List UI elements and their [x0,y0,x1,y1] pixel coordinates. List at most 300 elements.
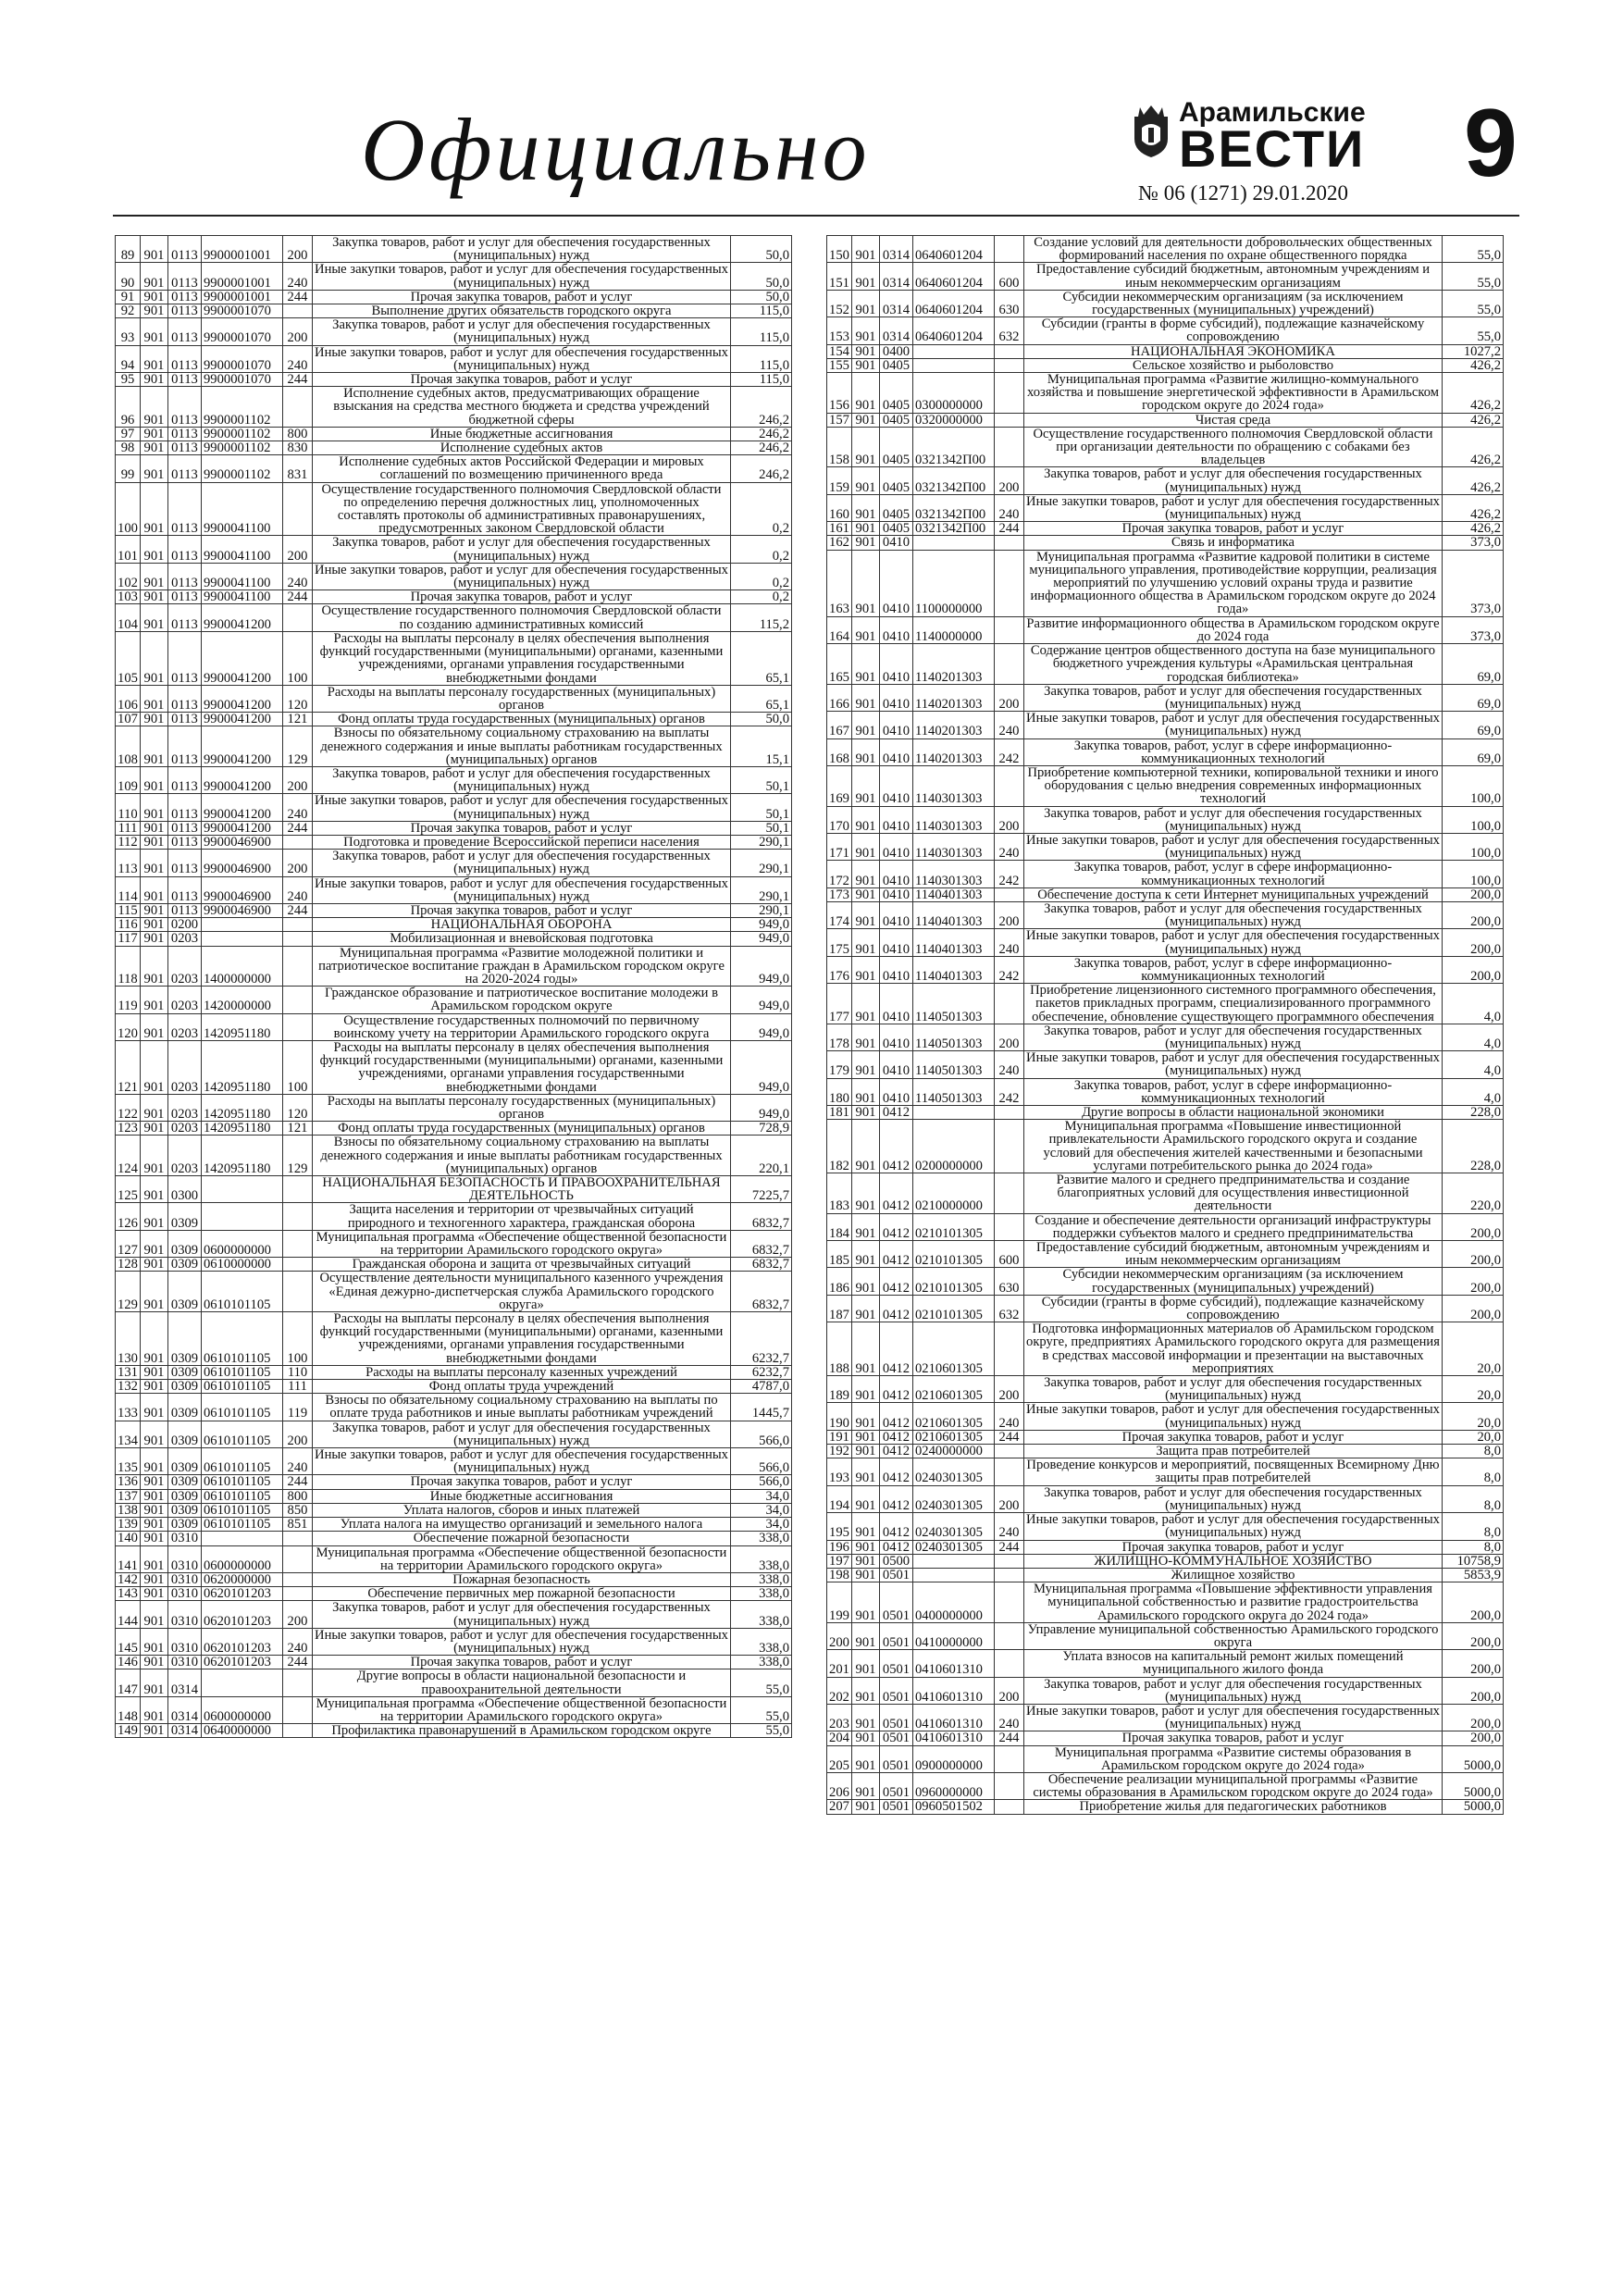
target-article-cell: 9900041200 [202,713,283,726]
newspaper-logo [1131,96,1381,185]
expense-type-cell [995,1173,1024,1214]
expense-type-cell [283,604,313,631]
row-number-cell: 188 [827,1322,852,1376]
amount-cell: 55,0 [1443,263,1504,290]
department-code-cell: 901 [141,1136,168,1176]
expense-type-cell [995,765,1024,806]
amount-cell: 10758,9 [1443,1554,1504,1568]
target-article-cell [913,1568,995,1582]
expense-type-cell: 200 [995,1024,1024,1050]
department-code-cell: 901 [141,835,168,849]
department-code-cell: 901 [141,1601,168,1628]
row-number-cell: 102 [116,563,141,590]
department-code-cell: 901 [852,1445,880,1458]
target-article-cell: 9900041200 [202,794,283,821]
expense-type-cell: 240 [995,929,1024,956]
amount-cell: 566,0 [731,1475,792,1489]
description-cell: Подготовка и проведение Всероссийской переписи населения [313,835,731,849]
amount-cell: 338,0 [731,1545,792,1572]
row-number-cell: 142 [116,1572,141,1586]
coat-of-arms-icon [1131,104,1171,159]
table-row [116,1724,792,1738]
table-row [116,713,792,726]
description-cell: Закупка товаров, работ и услуг для обеспечения государственных (муниципальных) нужд [313,318,731,345]
target-article-cell: 0640601204 [913,263,995,290]
department-code-cell: 901 [141,903,168,917]
section-code-cell: 0405 [880,358,913,372]
department-code-cell: 901 [852,1745,880,1772]
target-article-cell: 1140501303 [913,984,995,1024]
expense-type-cell [283,1272,313,1312]
target-article-cell: 0610101105 [202,1421,283,1447]
description-cell: Уплата налога на имущество организаций и земельного налога [313,1518,731,1532]
target-article-cell: 9900001102 [202,441,283,455]
expense-type-cell [995,413,1024,427]
amount-cell: 949,0 [731,932,792,946]
expense-type-cell [995,536,1024,550]
section-code-cell: 0113 [168,373,202,387]
target-article-cell: 0240301305 [913,1513,995,1540]
amount-cell: 0,2 [731,536,792,563]
table-row [827,1800,1504,1814]
section-code-cell: 0410 [880,712,913,738]
description-cell: Содержание центров общественного доступа на базе муниципального бюджетного учреждения культуры «Арамильская центральная городская библиотека» [1024,644,1443,685]
description-cell: Иные закупки товаров, работ и услуг для обеспечения государственных (муниципальных) нужд [313,1628,731,1655]
section-code-cell: 0501 [880,1800,913,1814]
target-article-cell: 0321342П00 [913,427,995,467]
section-code-cell: 0412 [880,1106,913,1120]
description-cell: Прочая закупка товаров, работ и услуг [1024,522,1443,536]
amount-cell: 426,2 [1443,467,1504,494]
row-number-cell: 196 [827,1540,852,1554]
department-code-cell: 901 [852,1485,880,1512]
table-row [827,861,1504,887]
description-cell: Уплата взносов на капитальный ремонт жилых помещений муниципального жилого фонда [1024,1650,1443,1677]
row-number-cell: 184 [827,1213,852,1240]
description-cell: Закупка товаров, работ и услуг для обеспечения государственных (муниципальных) нужд [1024,1677,1443,1704]
description-cell: Закупка товаров, работ и услуг для обеспечения государственных (муниципальных) нужд [313,766,731,793]
table-row [116,290,792,304]
department-code-cell: 901 [141,1532,168,1545]
amount-cell: 115,0 [731,373,792,387]
row-number-cell: 98 [116,441,141,455]
row-number-cell: 151 [827,263,852,290]
row-number-cell: 191 [827,1430,852,1444]
section-code-cell: 0113 [168,713,202,726]
expense-type-cell [995,344,1024,358]
amount-cell: 200,0 [1443,1704,1504,1731]
section-code-cell: 0412 [880,1120,913,1173]
target-article-cell: 0610101105 [202,1394,283,1421]
department-code-cell: 901 [141,1587,168,1601]
amount-cell: 115,0 [731,345,792,372]
description-cell: Защита населения и территории от чрезвычайных ситуаций природного и техногенного характера, гражданская оборона [313,1203,731,1230]
section-code-cell: 0501 [880,1745,913,1772]
target-article-cell: 1140301303 [913,806,995,833]
amount-cell: 6232,7 [731,1365,792,1379]
table-row [116,1040,792,1094]
amount-cell: 50,1 [731,766,792,793]
section-code-cell: 0501 [880,1677,913,1704]
table-row [116,1545,792,1572]
department-code-cell: 901 [852,984,880,1024]
row-number-cell: 119 [116,987,141,1013]
section-code-cell: 0412 [880,1485,913,1512]
amount-cell: 338,0 [731,1587,792,1601]
department-code-cell: 901 [852,1554,880,1568]
department-code-cell: 901 [141,1394,168,1421]
target-article-cell: 1420000000 [202,987,283,1013]
target-article-cell: 0210000000 [913,1173,995,1214]
description-cell: Уплата налогов, сборов и иных платежей [313,1503,731,1517]
row-number-cell: 91 [116,290,141,304]
target-article-cell: 1140501303 [913,1024,995,1050]
amount-cell: 100,0 [1443,861,1504,887]
table-row [116,1272,792,1312]
description-cell: Другие вопросы в области национальной безопасности и правоохранительной деятельности [313,1669,731,1696]
table-row [116,1230,792,1257]
row-number-cell: 124 [116,1136,141,1176]
row-number-cell: 109 [116,766,141,793]
row-number-cell: 135 [116,1448,141,1475]
table-row [827,467,1504,494]
description-cell: Иные закупки товаров, работ и услуг для обеспечения государственных (муниципальных) нужд [313,1448,731,1475]
section-code-cell: 0113 [168,590,202,604]
row-number-cell: 97 [116,427,141,441]
description-cell: Иные закупки товаров, работ и услуг для обеспечения государственных (муниципальных) нужд [313,345,731,372]
amount-cell: 246,2 [731,441,792,455]
description-cell: Муниципальная программа «Обеспечение общественной безопасности на территории Арамильского городского округа» [313,1545,731,1572]
section-code-cell: 0309 [168,1365,202,1379]
section-code-cell: 0310 [168,1532,202,1545]
target-article-cell [913,1106,995,1120]
description-cell: Прочая закупка товаров, работ и услуг [313,290,731,304]
section-code-cell: 0309 [168,1312,202,1366]
table-row [116,766,792,793]
section-code-cell: 0113 [168,455,202,482]
description-cell: Закупка товаров, работ и услуг для обеспечения государственных (муниципальных) нужд [1024,684,1443,711]
section-code-cell: 0405 [880,413,913,427]
amount-cell: 338,0 [731,1601,792,1628]
expense-type-cell: 110 [283,1365,313,1379]
table-row [116,536,792,563]
row-number-cell: 137 [116,1489,141,1503]
description-cell: Прочая закупка товаров, работ и услуг [313,590,731,604]
target-article-cell: 0600000000 [202,1545,283,1572]
section-code-cell: 0412 [880,1540,913,1554]
department-code-cell: 901 [141,726,168,767]
target-article-cell [202,932,283,946]
department-code-cell: 901 [852,1650,880,1677]
row-number-cell: 153 [827,317,852,344]
expense-type-cell: 240 [283,345,313,372]
expense-type-cell [283,918,313,932]
amount-cell: 20,0 [1443,1376,1504,1403]
target-article-cell: 0210101305 [913,1268,995,1295]
target-article-cell: 0240301305 [913,1458,995,1485]
section-code-cell: 0113 [168,794,202,821]
table-row [116,631,792,685]
row-number-cell: 168 [827,738,852,765]
amount-cell: 50,0 [731,236,792,263]
table-row [827,929,1504,956]
department-code-cell: 901 [852,1173,880,1214]
table-row [827,1568,1504,1582]
description-cell: Субсидии (гранты в форме субсидий), подлежащие казначейскому сопровождению [1024,317,1443,344]
expense-type-cell: 244 [283,290,313,304]
description-cell: Закупка товаров, работ и услуг для обеспечения государственных (муниципальных) нужд [313,1421,731,1447]
target-article-cell: 9900001001 [202,290,283,304]
row-number-cell: 100 [116,482,141,536]
department-code-cell: 901 [141,1365,168,1379]
section-code-cell: 0412 [880,1513,913,1540]
description-cell: Иные закупки товаров, работ и услуг для обеспечения государственных (муниципальных) нужд [1024,1704,1443,1731]
target-article-cell: 0410000000 [913,1622,995,1649]
expense-type-cell: 244 [995,1731,1024,1745]
section-code-cell: 0410 [880,861,913,887]
expense-type-cell: 200 [283,318,313,345]
target-article-cell: 9900001070 [202,373,283,387]
target-article-cell: 9900046900 [202,903,283,917]
department-code-cell: 901 [141,1380,168,1394]
table-row [827,1051,1504,1078]
target-article-cell: 0321342П00 [913,467,995,494]
table-row [827,806,1504,833]
expense-type-cell [283,1696,313,1723]
description-cell: Закупка товаров, работ и услуг для обеспечения государственных (муниципальных) нужд [1024,1376,1443,1403]
department-code-cell: 901 [141,946,168,987]
department-code-cell: 901 [141,1203,168,1230]
table-row [116,794,792,821]
amount-cell: 200,0 [1443,1213,1504,1240]
table-row [827,1677,1504,1704]
expense-type-cell: 632 [995,317,1024,344]
target-article-cell: 9900041100 [202,482,283,536]
section-code-cell: 0203 [168,1013,202,1040]
table-row [827,738,1504,765]
expense-type-cell: 240 [283,794,313,821]
table-row [827,984,1504,1024]
description-cell: Прочая закупка товаров, работ и услуг [313,821,731,835]
table-row [827,1745,1504,1772]
amount-cell: 220,1 [731,1136,792,1176]
amount-cell: 338,0 [731,1656,792,1669]
target-article-cell: 0240301305 [913,1540,995,1554]
row-number-cell: 157 [827,413,852,427]
amount-cell: 115,0 [731,304,792,318]
row-number-cell: 108 [116,726,141,767]
section-code-cell: 0412 [880,1458,913,1485]
target-article-cell: 1140201303 [913,712,995,738]
section-code-cell: 0314 [168,1724,202,1738]
department-code-cell: 901 [141,631,168,685]
target-article-cell: 9900001102 [202,387,283,428]
table-row [827,413,1504,427]
table-row [827,1106,1504,1120]
department-code-cell: 901 [852,1430,880,1444]
row-number-cell: 161 [827,522,852,536]
section-code-cell: 0410 [880,929,913,956]
table-row [827,1295,1504,1322]
amount-cell: 20,0 [1443,1322,1504,1376]
table-row [827,1430,1504,1444]
department-code-cell: 901 [852,1295,880,1322]
target-article-cell: 0640000000 [202,1724,283,1738]
department-code-cell: 901 [852,236,880,263]
department-code-cell: 901 [852,413,880,427]
description-cell: Создание и обеспечение деятельности организаций инфраструктуры поддержки субъектов малого и среднего предпринимательства [1024,1213,1443,1240]
row-number-cell: 182 [827,1120,852,1173]
table-row [116,946,792,987]
department-code-cell: 901 [852,712,880,738]
expense-type-cell: 244 [283,1475,313,1489]
table-row [116,1532,792,1545]
issue-number-date: № 06 (1271) 29.01.2020 [1138,181,1349,205]
section-code-cell: 0412 [880,1213,913,1240]
table-row [827,1173,1504,1214]
section-code-cell: 0113 [168,821,202,835]
department-code-cell: 901 [141,876,168,903]
department-code-cell: 901 [141,1040,168,1094]
table-row [827,1540,1504,1554]
amount-cell: 100,0 [1443,765,1504,806]
amount-cell: 246,2 [731,387,792,428]
section-code-cell: 0412 [880,1295,913,1322]
department-code-cell: 901 [852,317,880,344]
amount-cell: 4,0 [1443,1051,1504,1078]
table-row [116,1448,792,1475]
row-number-cell: 134 [116,1421,141,1447]
department-code-cell: 901 [852,344,880,358]
expense-type-cell: 129 [283,1136,313,1176]
row-number-cell: 198 [827,1568,852,1582]
row-number-cell: 165 [827,644,852,685]
section-code-cell: 0309 [168,1394,202,1421]
target-article-cell: 0900000000 [913,1745,995,1772]
amount-cell: 1027,2 [1443,344,1504,358]
department-code-cell: 901 [141,345,168,372]
expense-type-cell: 600 [995,1241,1024,1268]
row-number-cell: 155 [827,358,852,372]
amount-cell: 69,0 [1443,712,1504,738]
expense-type-cell: 242 [995,1078,1024,1105]
table-row [827,1513,1504,1540]
description-cell: Развитие малого и среднего предпринимательства и создание благоприятных условий для осуществления инвестиционной деятельности [1024,1173,1443,1214]
amount-cell: 115,2 [731,604,792,631]
budget-table-right [826,235,1504,1815]
target-article-cell: 0321342П00 [913,494,995,521]
amount-cell: 200,0 [1443,929,1504,956]
amount-cell: 55,0 [1443,236,1504,263]
amount-cell: 1445,7 [731,1394,792,1421]
department-code-cell: 901 [141,766,168,793]
amount-cell: 200,0 [1443,1241,1504,1268]
row-number-cell: 204 [827,1731,852,1745]
row-number-cell: 132 [116,1380,141,1394]
department-code-cell: 901 [141,1312,168,1366]
amount-cell: 115,0 [731,318,792,345]
amount-cell: 8,0 [1443,1540,1504,1554]
amount-cell: 6832,7 [731,1230,792,1257]
row-number-cell: 136 [116,1475,141,1489]
table-row [827,1241,1504,1268]
description-cell: Обеспечение реализации муниципальной программы «Развитие системы образования в Арамильском городском округе до 2024 года» [1024,1772,1443,1799]
target-article-cell: 9900041100 [202,590,283,604]
section-code-cell: 0410 [880,806,913,833]
department-code-cell: 901 [852,263,880,290]
table-row [827,1322,1504,1376]
target-article-cell: 0600000000 [202,1230,283,1257]
amount-cell: 69,0 [1443,738,1504,765]
target-article-cell: 0610101105 [202,1448,283,1475]
row-number-cell: 173 [827,887,852,901]
amount-cell: 7225,7 [731,1176,792,1203]
amount-cell: 50,1 [731,821,792,835]
department-code-cell: 901 [852,1772,880,1799]
expense-type-cell: 240 [995,1051,1024,1078]
table-row [827,956,1504,983]
row-number-cell: 150 [827,236,852,263]
amount-cell: 290,1 [731,850,792,876]
section-code-cell: 0412 [880,1241,913,1268]
department-code-cell: 901 [141,794,168,821]
department-code-cell: 901 [141,563,168,590]
description-cell: Муниципальная программа «Обеспечение общественной безопасности на территории Арамильского городского округа» [313,1696,731,1723]
expense-type-cell: 851 [283,1518,313,1532]
section-code-cell: 0113 [168,850,202,876]
amount-cell: 5000,0 [1443,1745,1504,1772]
table-row [827,644,1504,685]
description-cell: Другие вопросы в области национальной экономики [1024,1106,1443,1120]
expense-type-cell [995,887,1024,901]
row-number-cell: 205 [827,1745,852,1772]
target-article-cell: 9900041200 [202,766,283,793]
target-article-cell: 0400000000 [913,1582,995,1623]
table-row [116,1503,792,1517]
row-number-cell: 183 [827,1173,852,1214]
row-number-cell: 190 [827,1403,852,1430]
table-row [827,373,1504,414]
department-code-cell: 901 [141,1489,168,1503]
expense-type-cell: 100 [283,631,313,685]
expense-type-cell: 200 [995,684,1024,711]
row-number-cell: 175 [827,929,852,956]
row-number-cell: 99 [116,455,141,482]
table-row [827,536,1504,550]
table-row [116,1669,792,1696]
section-code-cell: 0500 [880,1554,913,1568]
description-cell: Чистая среда [1024,413,1443,427]
section-code-cell: 0412 [880,1268,913,1295]
expense-type-cell: 244 [283,903,313,917]
description-cell: Прочая закупка товаров, работ и услуг [1024,1430,1443,1444]
section-code-cell: 0113 [168,290,202,304]
target-article-cell: 9900041200 [202,726,283,767]
row-number-cell: 154 [827,344,852,358]
table-row [827,263,1504,290]
description-cell: Приобретение лицензионного системного программного обеспечения, пакетов прикладных программ, специализированного программного обеспечение, обновление существующего программного обеспечения [1024,984,1443,1024]
table-row [827,1772,1504,1799]
expense-type-cell: 200 [283,1421,313,1447]
section-code-cell: 0405 [880,373,913,414]
amount-cell: 200,0 [1443,1731,1504,1745]
department-code-cell: 901 [141,318,168,345]
department-code-cell: 901 [852,644,880,685]
expense-type-cell: 244 [995,1430,1024,1444]
amount-cell: 69,0 [1443,644,1504,685]
section-code-cell: 0113 [168,631,202,685]
expense-type-cell: 240 [995,1513,1024,1540]
